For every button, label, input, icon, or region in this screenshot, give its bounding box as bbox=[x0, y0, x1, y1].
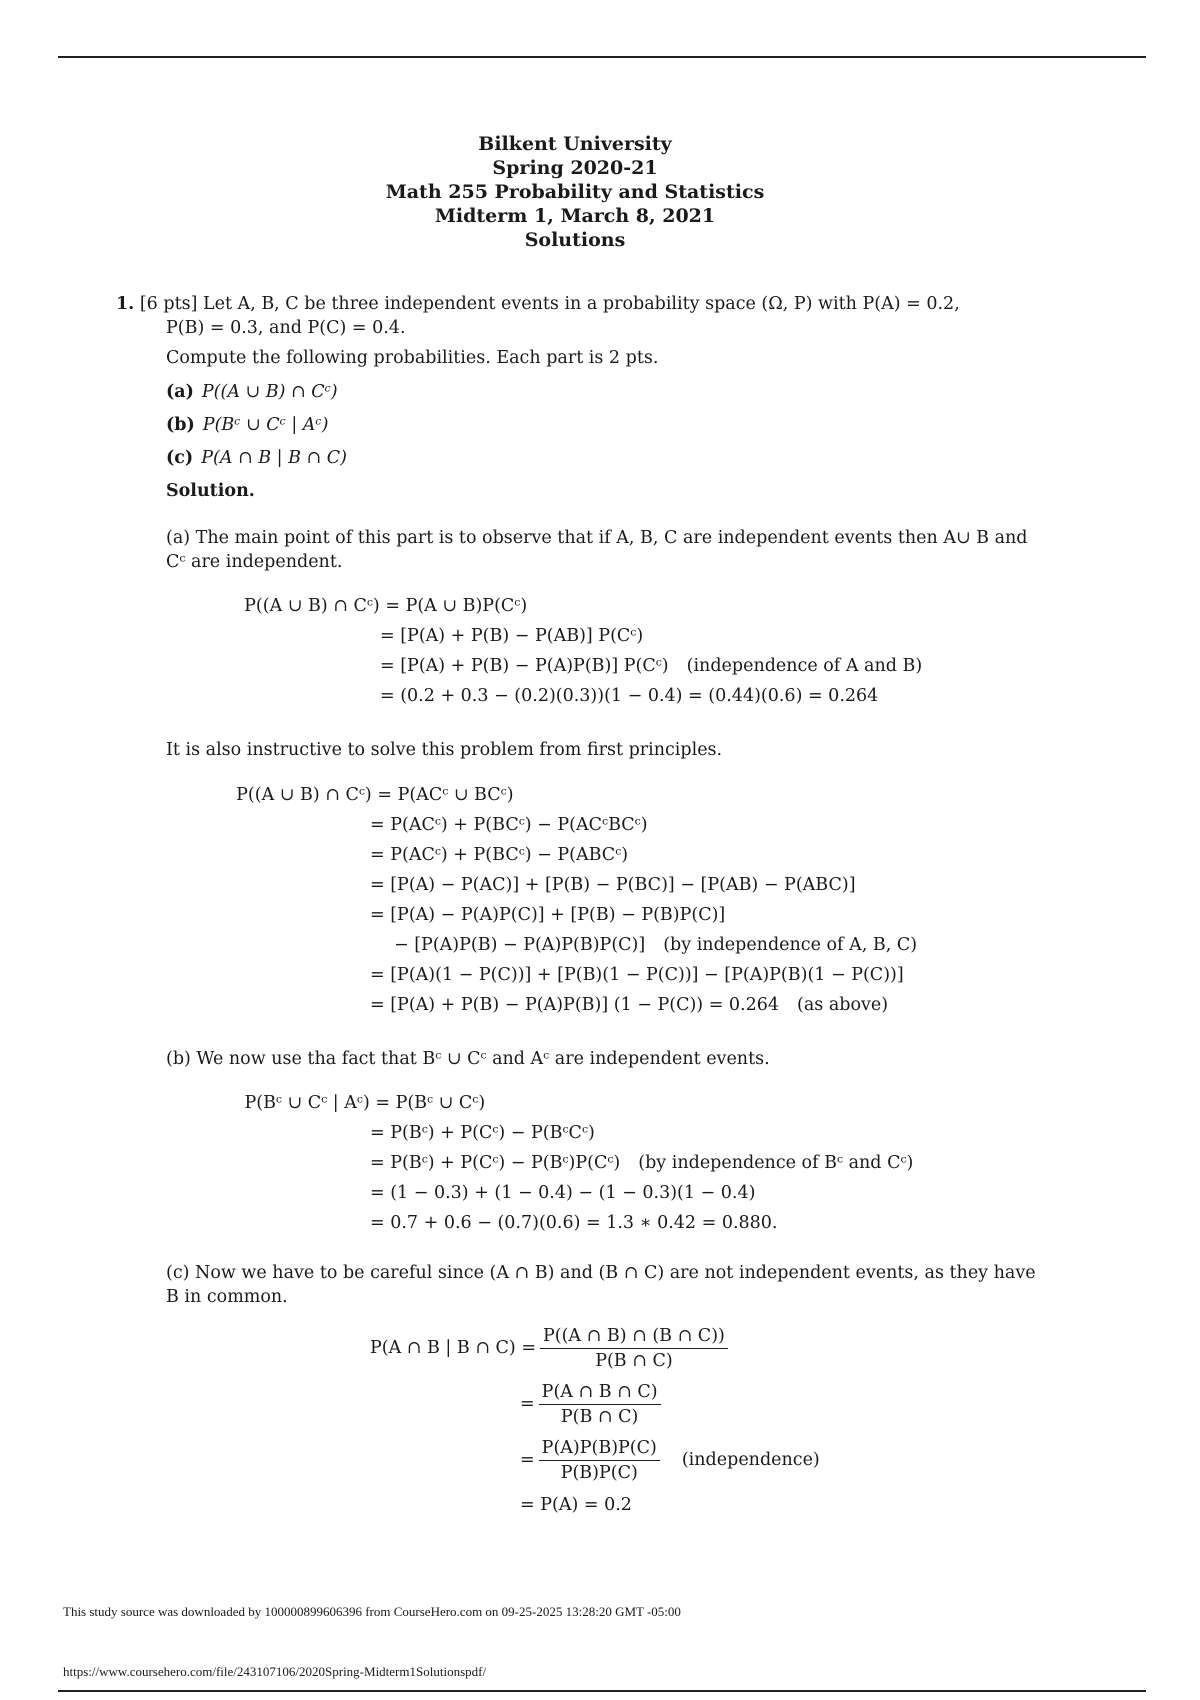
solution-a-instructive: It is also instructive to solve this problem from first principles. bbox=[166, 740, 723, 760]
problem-statement-cont: P(B) = 0.3, and P(C) = 0.4. bbox=[166, 318, 406, 338]
semester: Spring 2020-21 bbox=[492, 157, 658, 179]
solution-a-intro: (a) The main point of this part is to observe that if A, B, C are independent events then A∪ B and Cᶜ are independent. bbox=[166, 528, 1028, 572]
course-title: Math 255 Probability and Statistics bbox=[385, 181, 765, 203]
bottom-rule bbox=[58, 1690, 1146, 1692]
solution-b-intro: (b) We now use tha fact that Bᶜ ∪ Cᶜ and Aᶜ are independent events. bbox=[166, 1049, 770, 1069]
exam-title: Midterm 1, March 8, 2021 bbox=[434, 205, 716, 227]
solution-b-equation: P(Bᶜ ∪ Cᶜ | Aᶜ) = P(Bᶜ ∪ Cᶜ) = P(Bᶜ) + P(Cᶜ) − P(BᶜCᶜ) = P(Bᶜ) + P(Cᶜ) − P(Bᶜ)P(Cᶜ) (by independence of Bᶜ and Cᶜ) = (1 − 0.3) + (1 − 0.4) − (1 − 0.3)(1 − 0.4) = 0.7 + 0.6 − (0.7)(0.6) = 1.3 ∗ 0.42 = 0.880. bbox=[244, 1093, 914, 1233]
solution-c-equation: P(A ∩ B | B ∩ C) = $\frac{P((A \cap B) \cap (B \cap C))}{P(B \cap C)}$ = $\frac{P(A \cap B \cap C)}{P(B \cap C)}$ = $\frac{P(A)P(B)P(C)}{P(B)P(C)}$ (independence) = P(A) = 0.2 bbox=[369, 1326, 820, 1515]
fraction-3: $\frac{P(A)P(B)P(C)}{P(B)P(C)}$ bbox=[539, 1436, 660, 1485]
solution-c-intro: (c) Now we have to be careful since (A ∩ B) and (B ∩ C) are not independent events, as they have B in common. bbox=[166, 1263, 1036, 1307]
university-name: Bilkent University bbox=[478, 133, 672, 155]
problem-statement: [6 pts] Let A, B, C be three independent events in a probability space (Ω, P) with P(A) = 0.2, bbox=[139, 294, 960, 314]
solution-a-equation-2: P((A ∪ B) ∩ Cᶜ) = P(ACᶜ ∪ BCᶜ) = P(ACᶜ) + P(BCᶜ) − P(ACᶜBCᶜ) = P(ACᶜ) + P(BCᶜ) − P(ABCᶜ) = [P(A) − P(AC)] + [P(B) − P(BC)] − [P(AB) − P(ABC)] = [P(A) − P(A)P(C)] + [P(B) − P(B)P(C)] − [P(A)P(B) − P(A)P(B)P(C)] (by independence of A, B, C) = [P(A)(1 − P(C))] + [P(B)(1 − P(C))] − [P(A)P(B)(1 − P(C))] = [P(A) + P(B) − P(A)P(B)] (1 − P(C)) = 0.264 (as above) bbox=[236, 785, 918, 1015]
solutions-title: Solutions bbox=[524, 229, 626, 251]
fraction-2: $\frac{P(A \cap B \cap C)}{P(B \cap C)}$ bbox=[539, 1380, 661, 1429]
part-c: (c) P(A ∩ B | B ∩ C) bbox=[166, 448, 347, 468]
problem-number: 1. bbox=[116, 294, 135, 314]
fraction-1: $\frac{P((A \cap B) \cap (B \cap C))}{P(B \cap C)}$ bbox=[540, 1324, 728, 1373]
problem-1 bbox=[116, 292, 1036, 503]
source-url[interactable]: https://www.coursehero.com/file/243107106/2020Spring-Midterm1Solutionspdf/ bbox=[63, 1664, 487, 1679]
document-header bbox=[0, 132, 1150, 252]
problem-instruction: Compute the following probabilities. Each part is 2 pts. bbox=[166, 348, 659, 368]
download-notice: This study source was downloaded by 100000899606396 from CourseHero.com on 09-25-2025 13:28:20 GMT -05:00 bbox=[63, 1604, 681, 1619]
solution-a-equation-1: P((A ∪ B) ∩ Cᶜ) = P(A ∪ B)P(Cᶜ) = [P(A) + P(B) − P(AB)] P(Cᶜ) = [P(A) + P(B) − P(A)P(B)] P(Cᶜ) (independence of A and B) = (0.2 + 0.3 − (0.2)(0.3))(1 − 0.4) = (0.44)(0.6) = 0.264 bbox=[244, 596, 923, 706]
top-rule bbox=[58, 56, 1146, 58]
part-a: (a) P((A ∪ B) ∩ Cᶜ) bbox=[166, 382, 338, 402]
problem-parts bbox=[166, 380, 1036, 470]
solution-heading: Solution. bbox=[166, 481, 255, 501]
part-b: (b) P(Bᶜ ∪ Cᶜ | Aᶜ) bbox=[166, 415, 329, 435]
